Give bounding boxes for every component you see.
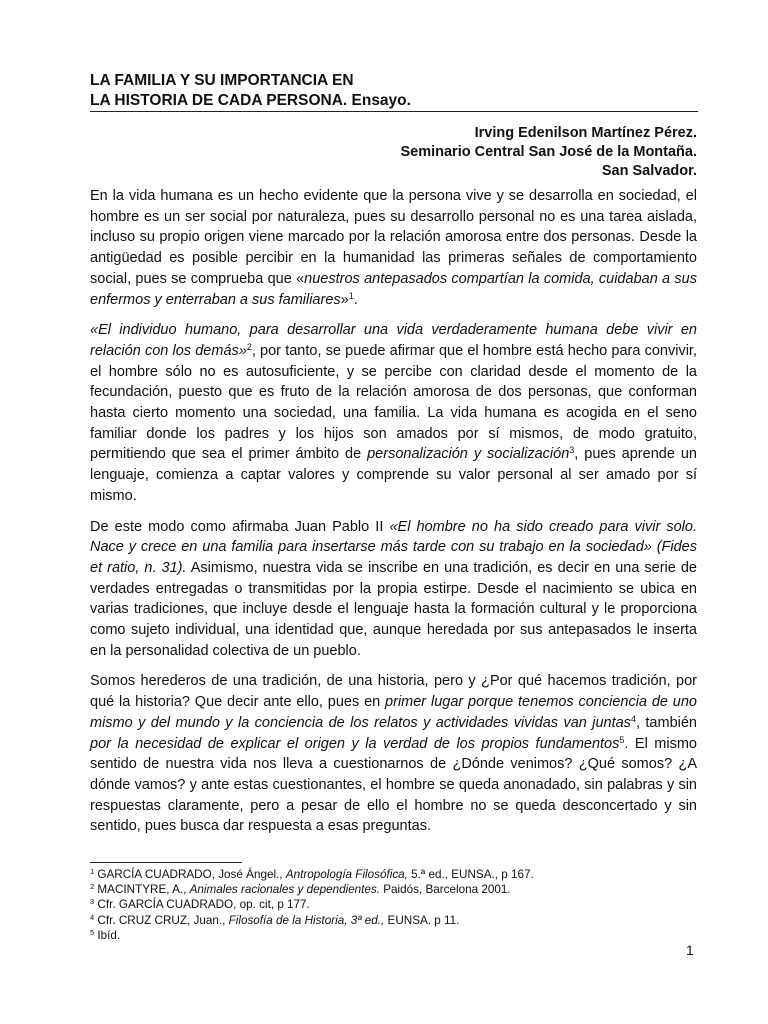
footnote-publisher: 5.ª ed., EUNSA., p 167. xyxy=(407,868,534,881)
footnote-text: MACINTYRE, A., xyxy=(94,883,190,897)
footnote-5 xyxy=(90,928,697,943)
paragraph-2 xyxy=(90,320,697,506)
footnote-ref-3: 3 xyxy=(569,445,575,456)
author-institution: Seminario Central San José de la Montaña. xyxy=(400,144,697,160)
footnote-publisher: EUNSA. p 11. xyxy=(384,913,460,927)
paragraph-2-quote: «El individuo humano, para desarrollar una vida verdaderamente humana debe vivir en relación con los demás» xyxy=(90,322,697,359)
essay-title xyxy=(90,71,698,111)
paragraph-2-emphasis: personalización y socialización xyxy=(367,446,570,463)
footnote-text: Cfr. CRUZ CRUZ, Juan., xyxy=(94,913,229,927)
paragraph-2-text: , por tanto, se puede afirmar que el hombre está hecho para convivir, el hombre sólo no es autosuficiente, y se percibe con claridad desde el momento de la fecundación, puesto que es fruto de la relación amorosa de dos personas, que conforman hasta cierto momento una sociedad, una familia. La vida humana es acogida en el seno familiar donde los padres y los hijos son amados por sí mismos, de modo gratuito, permitiendo que sea el primer ámbito de xyxy=(90,342,697,463)
page-number: 1 xyxy=(686,942,694,958)
footnote-ref-2: 2 xyxy=(246,341,252,352)
footnote-ref-5: 5 xyxy=(619,734,625,745)
paragraph-3-text: De este modo como afirmaba Juan Pablo II xyxy=(90,518,390,535)
title-line-2: LA HISTORIA DE CADA PERSONA. Ensayo. xyxy=(90,92,411,109)
footnote-title: Filosofía de la Historia, 3ª ed., xyxy=(228,913,385,927)
paragraph-2-end: , pues aprende un lenguaje, comienza a captar valores y comprende su valor personal al ser amado por sí mismo. xyxy=(90,446,697,504)
footnote-2 xyxy=(90,882,697,897)
footnotes xyxy=(90,867,697,943)
paragraph-1-end: . xyxy=(353,291,358,308)
paragraph-3-quote: «El hombre no ha sido creado para vivir solo. Nace y crece en una familia para insertarse más tarde con su trabajo en la sociedad» (Fides et ratio, n. 31). xyxy=(90,518,697,576)
title-line-1: LA FAMILIA Y SU IMPORTANCIA EN xyxy=(90,72,354,89)
paragraph-1-text: En la vida humana es un hecho evidente que la persona vive y se desarrolla en sociedad, el hombre es un ser social por naturaleza, pues su desarrollo personal no es una tarea aislada, incluso su propio origen viene marcado por la relación amorosa entre dos personas. Desde la antigüedad es posible percibir en la humanidad las primeras señales de comportamiento social, pues se comprueba que « xyxy=(90,188,697,287)
paragraph-4 xyxy=(90,671,697,837)
footnote-number: 2 xyxy=(90,882,95,892)
footnote-number: 4 xyxy=(90,912,95,922)
footnote-number: 1 xyxy=(90,867,95,876)
title-underline xyxy=(90,111,698,112)
footnote-text: Cfr. GARCÍA CUADRADO, op. cit, p 177. xyxy=(94,898,310,912)
paragraph-1 xyxy=(90,186,697,310)
footnote-title: Animales racionales y dependientes. xyxy=(189,883,381,897)
footnote-number: 5 xyxy=(90,927,95,937)
footnote-ref-1: 1 xyxy=(348,290,354,301)
paragraph-4-end: . El mismo sentido de nuestra vida nos lleva a cuestionarnos de ¿Dónde venimos? ¿Qué somos? ¿A dónde vamos? y ante estas cuestionantes, el hombre se queda anonadado, sin palabras y sin respuestas claramente, pero a pesar de ello el hombre no se queda desconcertado y sin sentido, pues busca dar respuesta a esas preguntas. xyxy=(90,735,697,835)
paragraph-1-quote-close: » xyxy=(340,291,349,308)
paragraph-3 xyxy=(90,517,697,662)
footnote-number: 3 xyxy=(90,897,95,907)
paragraph-4-text-2: , también xyxy=(635,714,697,731)
paragraph-4-emphasis-1: primer lugar porque tenemos conciencia de uno mismo y del mundo y la conciencia de los relatos y actividades vividas van juntas xyxy=(90,694,697,731)
footnote-publisher: Paidós, Barcelona 2001. xyxy=(380,883,511,897)
author-block xyxy=(90,124,697,181)
footnote-3 xyxy=(90,897,697,912)
footnote-separator xyxy=(90,862,242,863)
paragraph-3-end: Asimismo, nuestra vida se inscribe en una tradición, es decir en una serie de verdades entregadas o transmitidas por la propia estirpe. Desde el nacimiento se ubica en varias tradiciones, que incluye desde el lenguaje hasta la formación cultural y le proporciona como sujeto individual, una identidad que, aunque heredada por sus antepasados le inserta en la personalidad colectiva de un pueblo. xyxy=(90,559,697,659)
footnote-text: Ibíd. xyxy=(94,928,121,942)
footnote-text: GARCÍA CUADRADO, José Ángel., xyxy=(94,868,286,881)
paragraph-4-text: Somos herederos de una tradición, de una historia, pero y ¿Por qué hacemos tradición, por qué la historia? Que decir ante ello, pues en xyxy=(90,673,697,711)
footnote-4 xyxy=(90,913,697,928)
essay-body xyxy=(90,186,697,847)
author-name: Irving Edenilson Martínez Pérez. xyxy=(474,125,697,141)
footnote-ref-4: 4 xyxy=(630,713,636,724)
author-city: San Salvador. xyxy=(601,163,697,179)
paragraph-4-emphasis-2: por la necesidad de explicar el origen y la verdad de los propios fundamentos xyxy=(90,735,620,752)
footnote-1 xyxy=(90,867,697,882)
footnote-title: Antropología Filosófica, xyxy=(285,868,408,881)
paragraph-1-quote: nuestros antepasados compartían la comida, cuidaban a sus enfermos y enterraban a sus familiares xyxy=(90,270,697,308)
